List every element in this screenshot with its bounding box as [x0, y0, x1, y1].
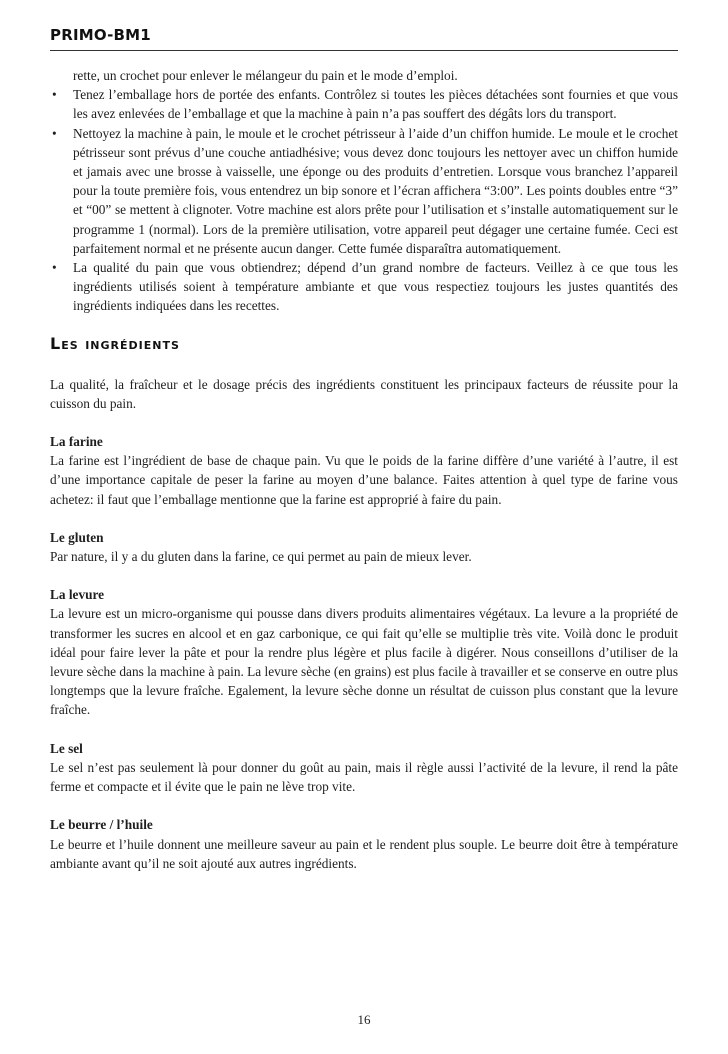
subsection-body: Par nature, il y a du gluten dans la farine, ce qui permet au pain de mieux lever. [50, 549, 472, 565]
section-heading: Les ingrédients [50, 333, 180, 353]
subsection-body: La farine est l’ingrédient de base de chaque pain. Vu que le poids de la farine diffère d’une variété à l’autre, il est d’une importance capitale de peser la farine au moyen d’une balance. Faites attention à quel type de farine vous achetez: il faut que l’emballage mentionne que la farine est approprié à faire du pain. [50, 453, 678, 507]
subsection-body: La levure est un micro-organisme qui pousse dans divers produits alimentaires végétaux. La levure a la propriété de transformer les sucres en alcool et en gaz carbonique, ce qui fait qu’elle se multiplie très vite. Voilà donc le produit idéal pour faire lever la pâte et pour la rendre plus légère et plus facile à digérer. Nous conseillons d’utiliser de la levure sèche dans la machine à pain. La levure sèche (en grains) est plus facile à travailler et se conserve en outre plus longtemps que la levure fraîche. Egalement, la levure sèche donne un résultat de cuisson plus constant que la levure fraîche. [50, 606, 678, 718]
page-number: 16 [357, 1012, 371, 1027]
bullet-icon: • [52, 125, 57, 141]
page-header [50, 24, 678, 51]
subsection-title: Le sel [50, 740, 83, 756]
page-content [50, 66, 678, 873]
bullet-item [50, 85, 678, 123]
subsection-body: Le beurre et l’huile donnent une meilleure saveur au pain et le rendent plus souple. Le beurre doit être à température ambiante avant qu’il ne soit ajouté aux autres ingrédients. [50, 836, 678, 871]
subsection-body: Le sel n’est pas seulement là pour donner du goût au pain, mais il règle aussi l’activité de la levure, il rend la pâte ferme et compacte et il évite que le pain ne lève trop vite. [50, 759, 678, 795]
subsection-gluten [50, 528, 678, 566]
bullet-icon: • [52, 87, 57, 103]
bullet-item [50, 258, 678, 316]
bullet-text: Nettoyez la machine à pain, le moule et le crochet pétrisseur à l’aide d’un chiffon humide. Le moule et le crochet pétrisseur sont prévus d’une couche antiadhésive; vous devez donc toujours les nettoyer avec un chiffon humide et jamais avec une brosse à vaisselle, une éponge ou des produits d’entretien. Lorsque vous branchez l’appareil pour la toute première fois, vous entendrez un bip sonore et l’écran affichera “3:00”. Les points doubles entre “3” et “00” se mettent à clignoter. Votre machine est alors prête pour l’utilisation et s’installe automatiquement sur le programme 1 (normal). Lors de la première utilisation, votre appareil peut dégager une certaine fumée. Ceci est parfaitement normal et ne présente aucun danger. Cette fumée disparaîtra automatiquement. [73, 125, 678, 256]
subsection-levure [50, 585, 678, 719]
bullet-text: La qualité du pain que vous obtiendrez; dépend d’un grand nombre de facteurs. Veillez à ce que tous les ingrédients utilisés soient à température ambiante et que vous respectiez toujours les justes quantités des ingrédients indiquées dans les recettes. [73, 260, 678, 314]
bullet-list [50, 85, 678, 315]
intro-continuation: rette, un crochet pour enlever le mélangeur du pain et le mode d’emploi. [73, 68, 458, 83]
subsection-title: Le gluten [50, 529, 104, 545]
subsection-beurre-huile [50, 815, 678, 873]
bullet-icon: • [52, 260, 57, 276]
subsection-title: La farine [50, 434, 103, 450]
bullet-text: Tenez l’emballage hors de portée des enfants. Contrôlez si toutes les pièces détachées sont fournies et que vous les avez enlevées de l’emballage et que la machine à pain n’a pas souffert des dégâts lors du transport. [73, 87, 678, 122]
bullet-item [50, 124, 678, 258]
document-title: PRIMO-BM1 [50, 26, 151, 44]
subsection-title: La levure [50, 587, 105, 603]
section-intro: La qualité, la fraîcheur et le dosage précis des ingrédients constituent les principaux facteurs de réussite pour la cuisson du pain. [50, 376, 678, 411]
subsection-title: Le beurre / l’huile [50, 817, 153, 833]
subsection-farine [50, 432, 678, 509]
subsection-sel [50, 739, 678, 797]
